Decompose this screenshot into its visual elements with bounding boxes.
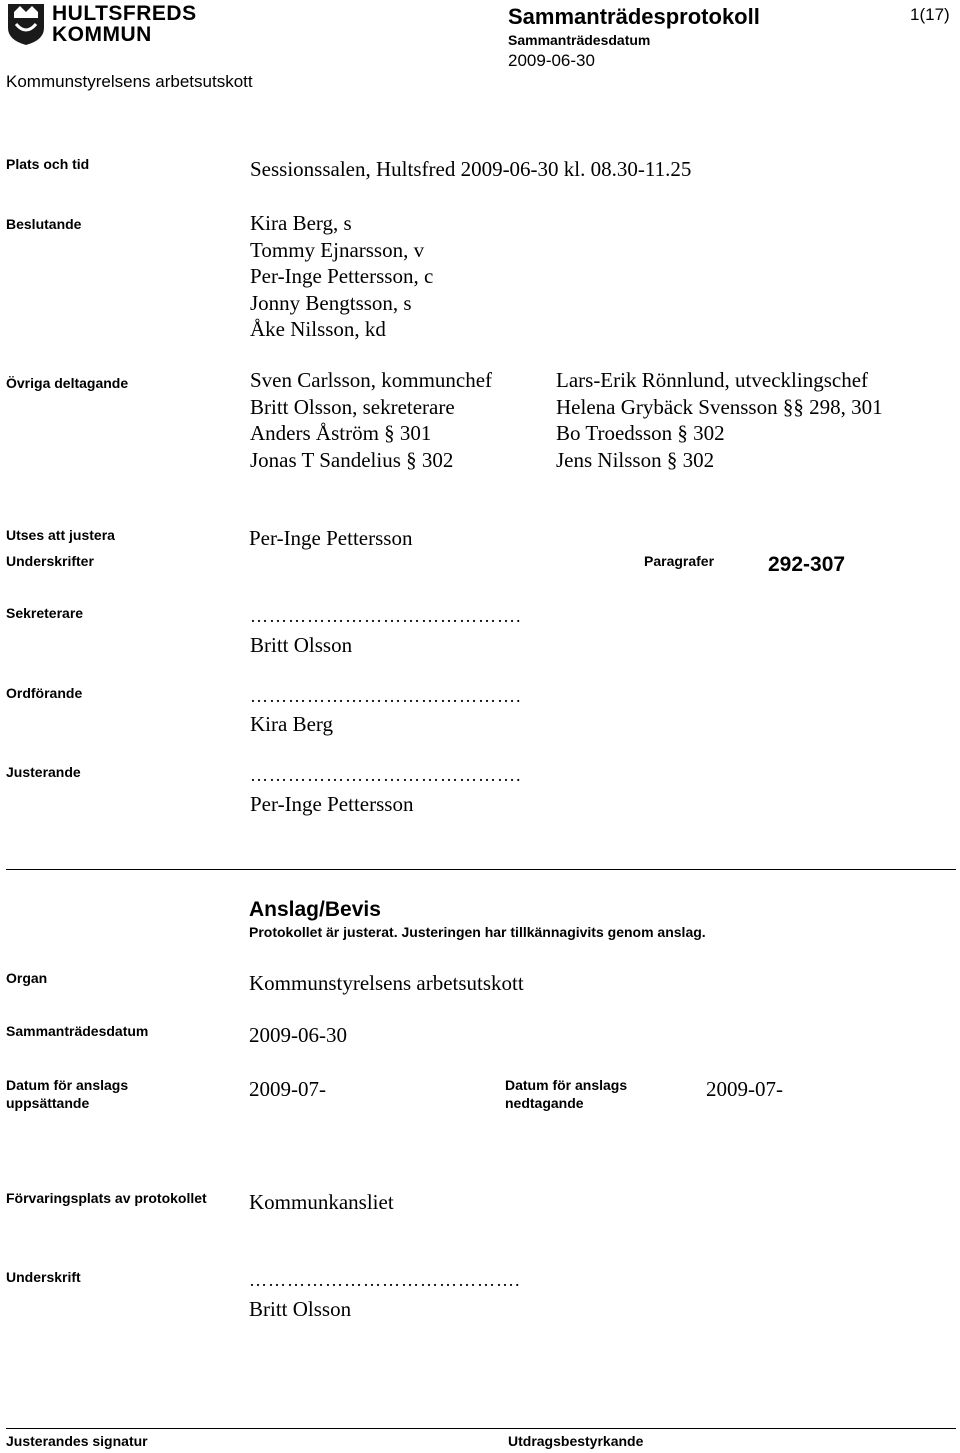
extract-certification-label: Utdragsbestyrkande [508,1433,644,1449]
deciding-member: Tommy Ejnarsson, v [250,237,425,262]
removed-date-label-line: nedtagande [505,1095,584,1111]
paragraphs-value: 292-307 [768,553,846,576]
others-right-list [556,367,883,473]
participant: Helena Grybäck Svensson §§ 298, 301 [556,394,883,419]
logo-line-1: HULTSFREDS [52,2,197,25]
committee-name: Kommunstyrelsens arbetsutskott [6,72,253,91]
posted-date-value: 2009-07- [249,1077,326,1101]
participant: Britt Olsson, sekreterare [250,394,455,419]
posted-date-label-line: uppsättande [6,1095,90,1111]
deciding-member: Åke Nilsson, kd [250,317,386,341]
storage-value: Kommunkansliet [249,1190,394,1214]
footer-divider [6,1428,956,1429]
organ-label: Organ [6,970,48,986]
others-left-list [250,367,492,473]
signature-line: ……………………………………. [250,606,522,626]
posted-date-label-line: Datum för anslags [6,1077,129,1093]
posted-date-label [6,1076,128,1112]
notice-date-label: Sammanträdesdatum [6,1023,149,1039]
deciding-member: Per-Inge Pettersson, c [250,264,434,288]
signature-line: ……………………………………. [250,686,522,706]
adjusting-name: Per-Inge Pettersson [250,792,414,816]
adjuster-signature-label: Justerandes signatur [6,1433,148,1449]
coat-of-arms-icon [6,2,46,46]
municipality-logo [6,2,197,46]
page-number: 1(17) [910,5,950,24]
others-label: Övriga deltagande [6,375,129,391]
deciding-list [250,210,433,343]
meeting-date-label: Sammanträdesdatum [508,32,651,48]
meeting-date: 2009-06-30 [508,51,595,70]
chair-label: Ordförande [6,685,83,701]
removed-date-label-line: Datum för anslags [505,1077,628,1093]
document-title: Sammanträdesprotokoll [508,4,760,29]
participant: Jens Nilsson § 302 [556,447,715,472]
signature-label: Underskrift [6,1269,81,1285]
participant: Sven Carlsson, kommunchef [250,368,493,392]
participant: Anders Åström § 301 [250,421,432,445]
removed-date-value: 2009-07- [706,1077,783,1101]
signatures-label: Underskrifter [6,553,94,569]
adjuster-value: Per-Inge Pettersson [249,526,413,550]
participant: Jonas T Sandelius § 302 [250,447,454,472]
organ-value: Kommunstyrelsens arbetsutskott [249,971,524,995]
participant: Lars-Erik Rönnlund, utvecklingschef [556,368,869,392]
section-divider [6,869,956,870]
secretary-label: Sekreterare [6,605,84,621]
paragraphs-label: Paragrafer [644,553,715,569]
chair-name: Kira Berg [250,712,334,736]
adjusting-label: Justerande [6,764,81,780]
logo-line-2: KOMMUN [52,23,152,46]
deciding-label: Beslutande [6,216,82,232]
removed-date-label [505,1076,627,1112]
deciding-member: Jonny Bengtsson, s [250,290,412,315]
secretary-name: Britt Olsson [250,633,353,657]
notice-title: Anslag/Bevis [249,898,381,921]
place-label: Plats och tid [6,156,90,172]
participant: Bo Troedsson § 302 [556,421,725,445]
notice-date-value: 2009-06-30 [249,1023,347,1047]
signature-name: Britt Olsson [249,1297,352,1321]
adjuster-label: Utses att justera [6,527,115,543]
signature-line: ……………………………………. [249,1270,521,1290]
deciding-member: Kira Berg, s [250,211,352,235]
place-value: Sessionssalen, Hultsfred 2009-06-30 kl. 08.30-11.25 [250,157,692,181]
signature-line: ……………………………………. [250,765,522,785]
notice-subtitle: Protokollet är justerat. Justeringen har tillkännagivits genom anslag. [249,924,706,940]
storage-label: Förvaringsplats av protokollet [6,1190,207,1206]
